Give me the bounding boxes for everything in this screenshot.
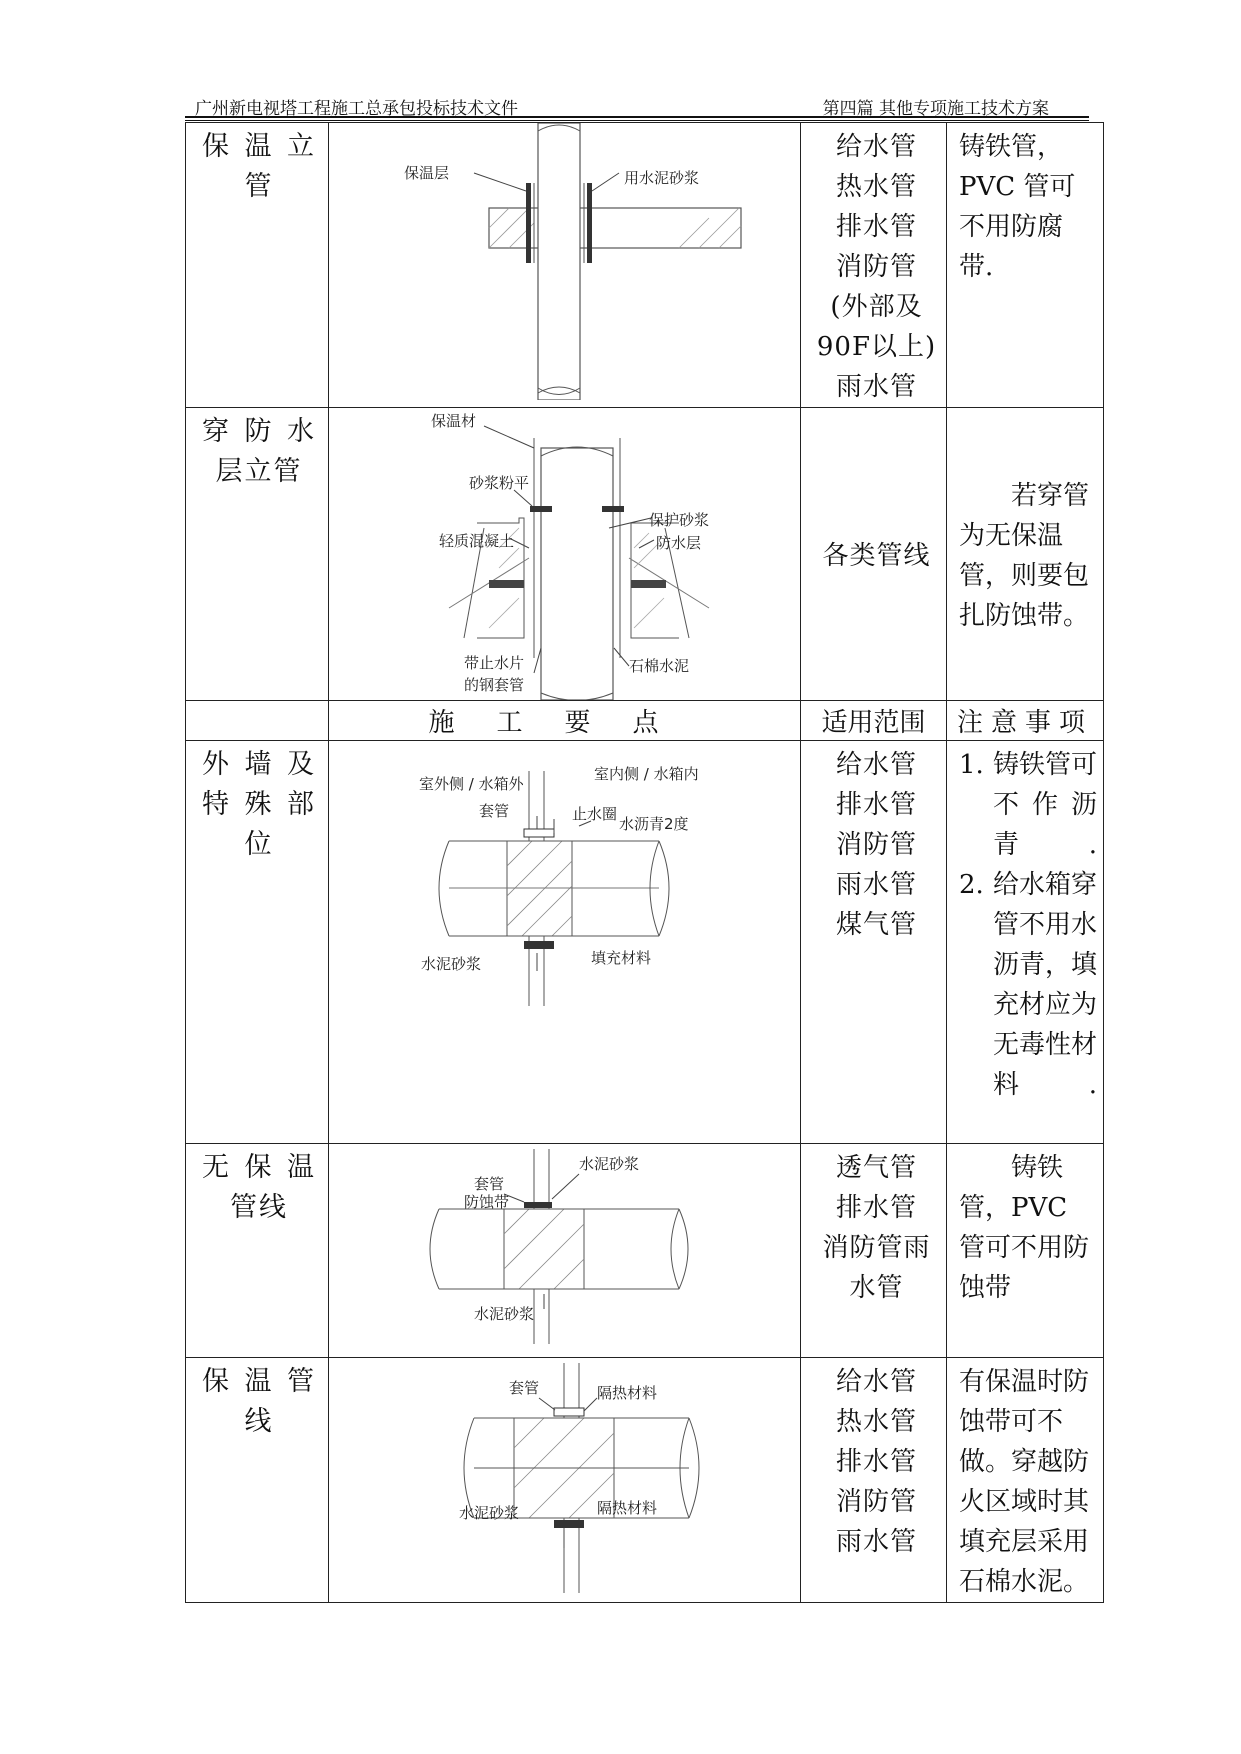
label-cement-mortar-bottom: 水泥砂浆 [474,1305,535,1323]
table-row [186,123,1104,408]
label-steel-sleeve: 的钢套管 [464,676,525,694]
note-cell: 若穿管为无保温管，则要包扎防蚀带。 [947,408,1104,701]
scope-cell [801,1358,947,1603]
note-cell: 有保温时防蚀带可不做。穿越防火区域时其填充层采用石棉水泥。 [947,1358,1104,1603]
header-rule-thin [185,120,1089,121]
diagram-cell [329,741,801,1144]
label-cement-mortar: 水泥砂浆 [421,955,482,973]
scope-item: 排水管 [835,1447,917,1477]
diagram-cell [329,1358,801,1603]
list-item [959,865,1097,1105]
non-insulated-pipe-diagram [329,1144,801,1357]
note-cell [947,741,1104,1144]
list-item [959,745,1097,865]
row-category: 保温管线 [186,1358,329,1603]
table-row [186,408,1104,701]
list-number: 1. [959,750,984,780]
label-lightweight-concrete: 轻质混凝土 [439,532,515,550]
diagram-cell [329,1144,801,1358]
scope-item: 热水管 [835,172,917,202]
diagram-cell [329,123,801,408]
scope-cell [801,741,947,1144]
header-empty-cell [186,701,329,741]
scope-item: 给水管 [835,132,917,162]
scope-cell [801,123,947,408]
exterior-wall-diagram [329,741,801,1143]
construction-table [185,122,1104,1603]
insulated-riser-diagram [329,123,801,400]
note-list [959,745,1097,1105]
table-row [186,741,1104,1144]
scope-item: 雨水管 [835,1527,917,1557]
insulated-pipe-diagram [329,1358,801,1598]
scope-item: 水管 [849,1273,904,1303]
scope-item: 热水管 [835,1407,917,1437]
scope-item: 消防管 [835,830,917,860]
label-sleeve: 套管 [474,1175,505,1193]
header-notes: 注意事项 [947,701,1104,741]
list-text: 铸铁管可不作沥青. [993,750,1098,860]
scope-item: 消防管 [835,1487,917,1517]
scope-item: 消防管 [835,252,917,282]
scope-item: 排水管 [835,1193,917,1223]
scope-item: 雨水管 [835,870,917,900]
list-number: 2. [959,870,984,900]
label-sleeve: 套管 [479,802,510,820]
header-doc-title: 广州新电视塔工程施工总承包投标技术文件 [195,99,518,119]
label-cement-mortar-top: 水泥砂浆 [579,1155,640,1173]
scope-item: 排水管 [835,212,917,242]
header-construction-points: 施工要点 [329,701,801,741]
label-asbestos-cement: 石棉水泥 [629,657,690,675]
row-category: 穿防水层立管 [186,408,329,701]
table-row [186,1358,1104,1603]
label-heat-insulation-bottom: 隔热材料 [597,1499,658,1517]
row-category: 无保温管线 [186,1144,329,1358]
label-protective-mortar: 保护砂浆 [649,511,710,529]
label-heat-insulation-top: 隔热材料 [597,1384,658,1402]
label-cement-mortar: 水泥砂浆 [459,1504,520,1522]
scope-cell [801,408,947,701]
row-category: 外墙及特殊部位 [186,741,329,1144]
label-filler: 填充材料 [591,949,652,967]
table-row [186,1144,1104,1358]
scope-item: 90F以上) [816,332,937,362]
scope-item: 排水管 [835,790,917,820]
table-header-row [186,701,1104,741]
label-insulation-material: 保温材 [431,412,477,430]
scope-item: 给水管 [835,1367,917,1397]
header-rule [185,116,1089,118]
label-waterstop-sleeve: 带止水片 [464,654,525,672]
scope-item: 煤气管 [835,910,917,940]
row-category: 保温立管 [186,123,329,408]
header-chapter-title: 第四篇 其他专项施工技术方案 [822,99,1049,119]
label-asphalt: 水沥青2度 [619,815,689,833]
label-cement-mortar: 用水泥砂浆 [624,169,700,187]
label-insulation-layer: 保温层 [404,164,450,182]
label-outer-side: 室外侧 / 水箱外 [419,775,524,793]
diagram-cell [329,408,801,701]
page-header [185,92,1089,119]
note-cell: 铸铁管，PVC 管可不用防蚀带 [947,1144,1104,1358]
label-sleeve: 套管 [509,1379,540,1397]
label-inner-side: 室内侧 / 水箱内 [594,765,699,783]
label-waterproof-layer: 防水层 [656,534,702,552]
scope-item: (外部及 [830,292,923,322]
note-cell: 铸铁管，PVC 管可不用防腐带. [947,123,1104,408]
label-mortar-plaster: 砂浆粉平 [469,474,530,492]
list-text: 给水箱穿管不用水沥青，填充材应为无毒性材料. [993,870,1098,1100]
scope-item: 给水管 [835,750,917,780]
scope-item: 各类管线 [822,541,931,571]
label-anticorrosion-tape: 防蚀带 [464,1193,510,1211]
header-scope: 适用范围 [801,701,947,741]
label-water-ring: 止水圈 [572,805,618,823]
scope-cell [801,1144,947,1358]
scope-item: 透气管 [835,1153,917,1183]
waterproof-riser-diagram [329,408,801,700]
scope-item: 雨水管 [835,372,917,402]
scope-item: 消防管雨 [822,1233,931,1263]
